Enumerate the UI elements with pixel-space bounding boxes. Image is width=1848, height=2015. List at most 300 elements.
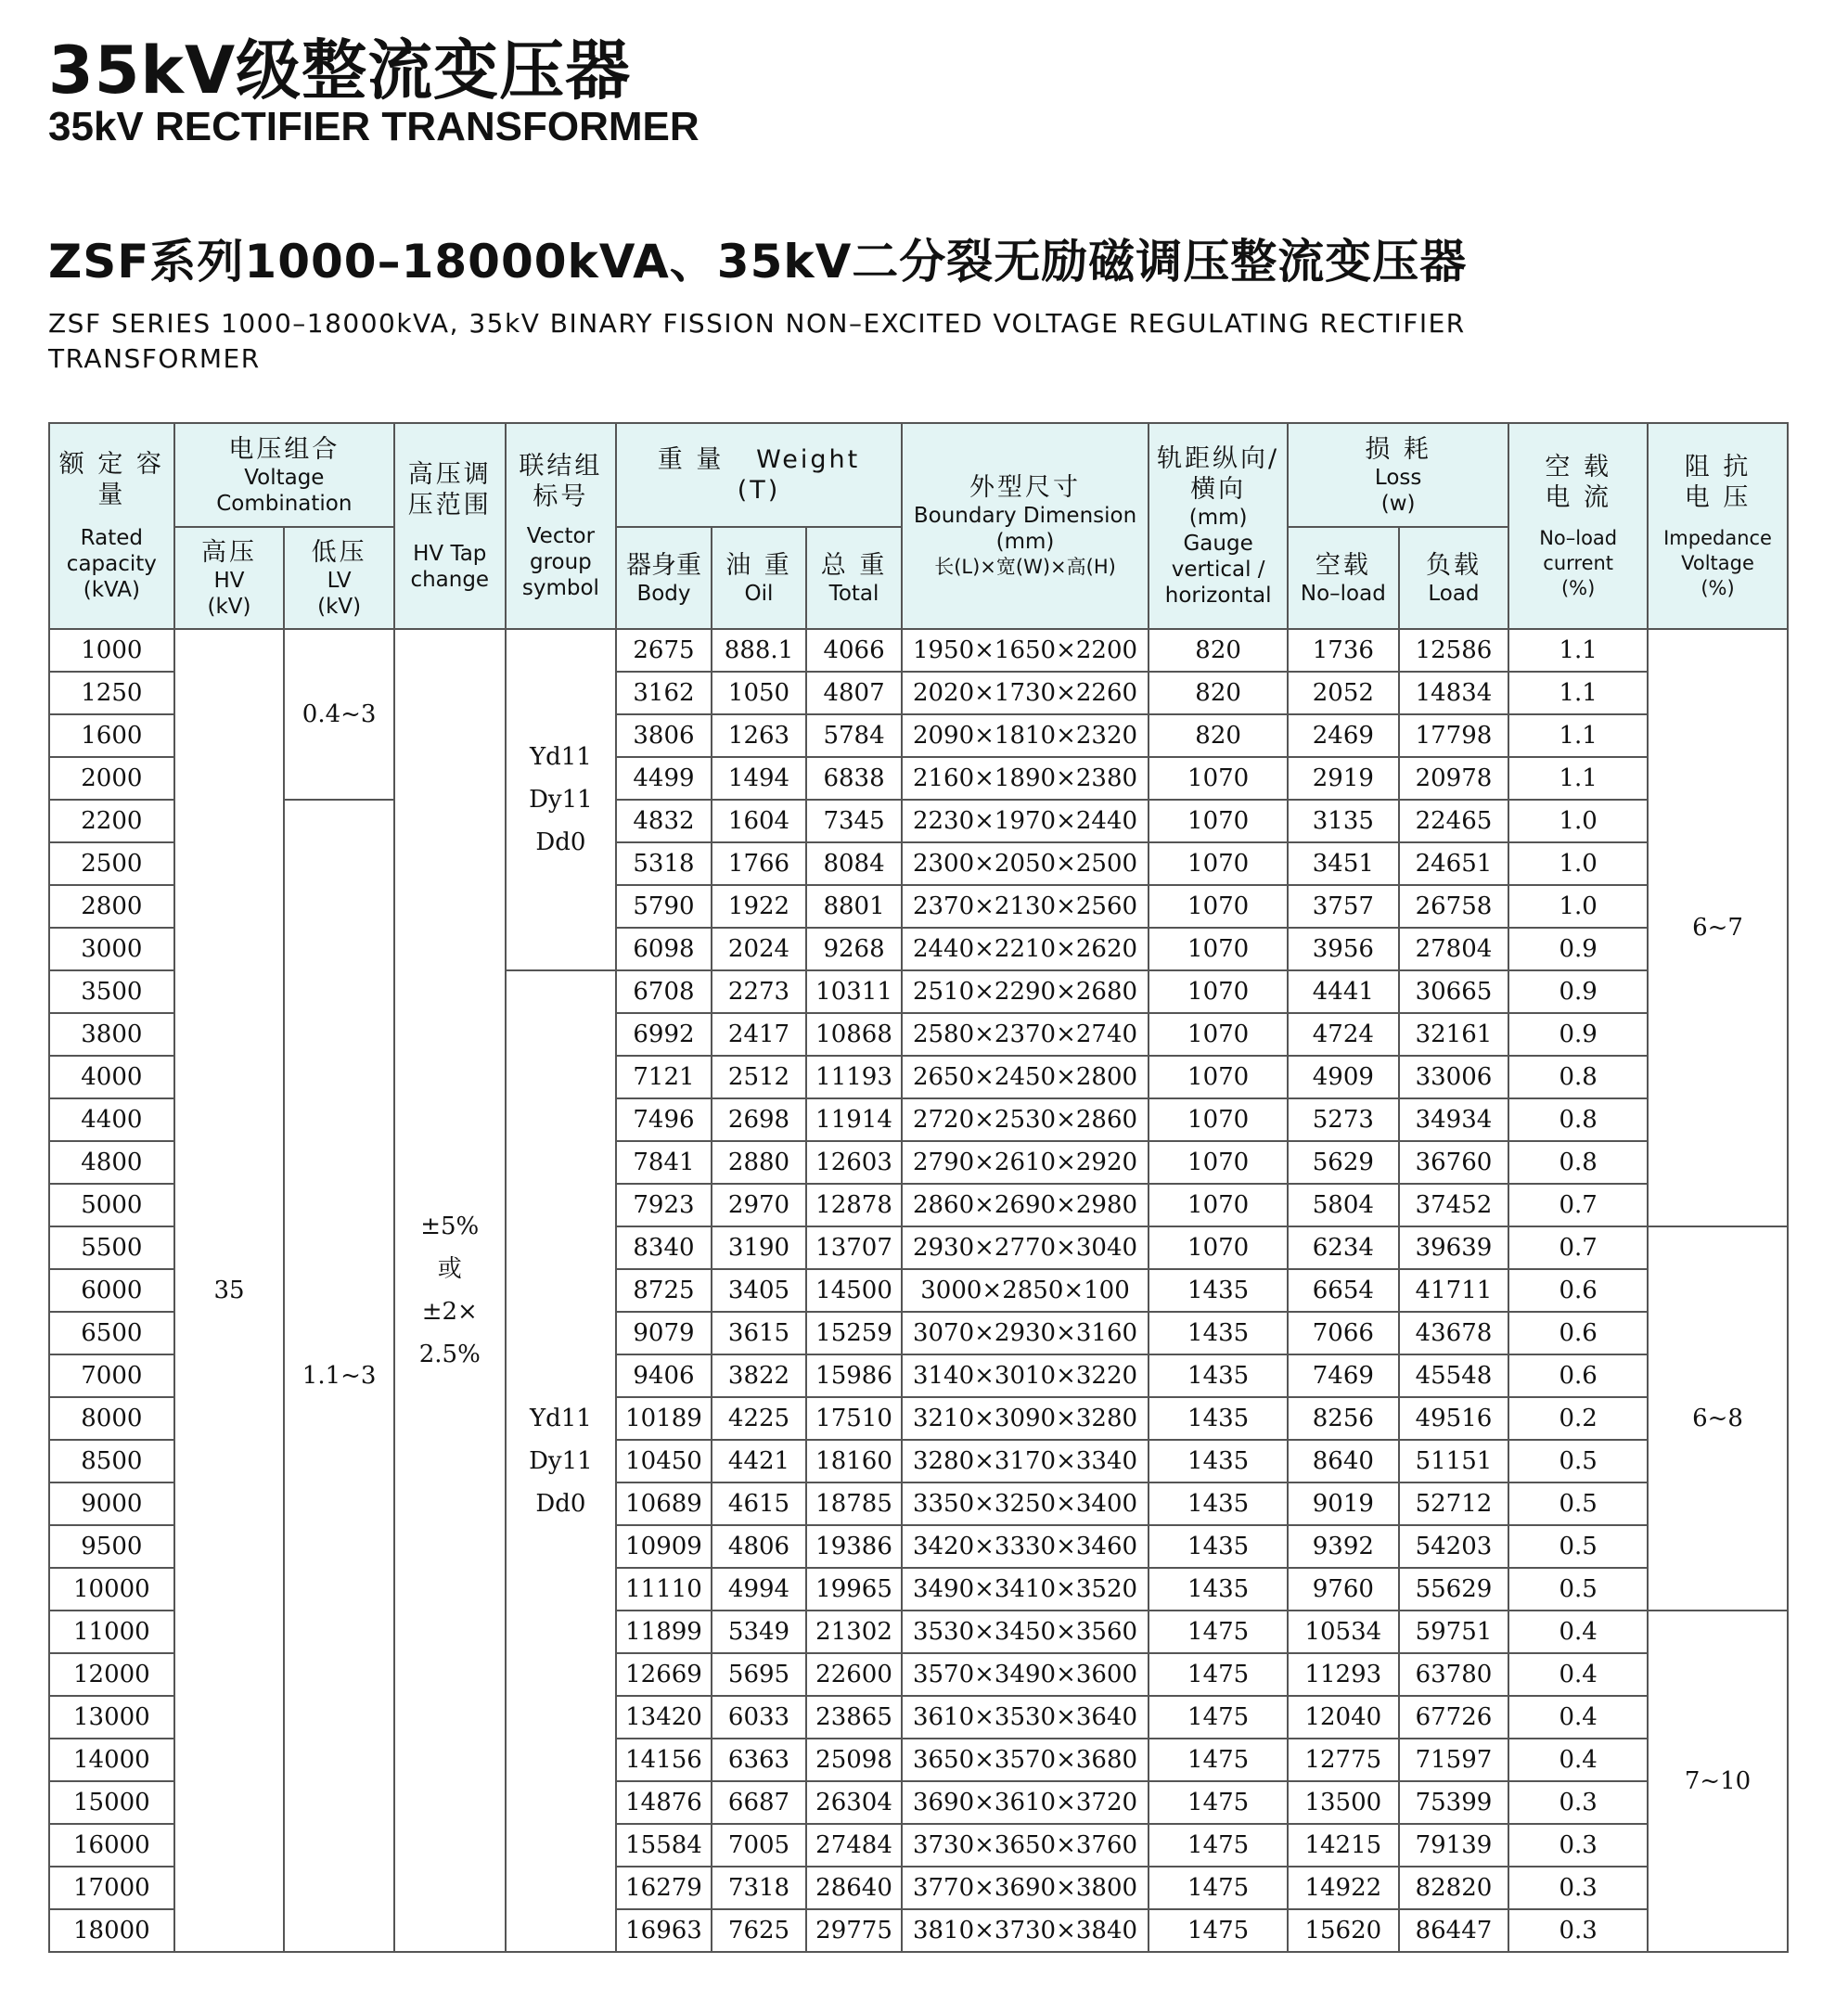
noload-current-cell: 0.7 — [1508, 1226, 1648, 1269]
header-weight-cn: 重 量 — [657, 445, 725, 474]
rated-capacity-cell: 1250 — [49, 672, 174, 714]
load-loss-cell: 12586 — [1399, 629, 1509, 672]
oil-weight-cell: 1494 — [712, 757, 807, 800]
gauge-cell: 1070 — [1149, 1141, 1288, 1184]
rated-capacity-cell: 9500 — [49, 1525, 174, 1568]
noload-loss-cell: 11293 — [1288, 1653, 1399, 1696]
gauge-cell: 1070 — [1149, 1184, 1288, 1226]
oil-weight-cell: 2698 — [712, 1098, 807, 1141]
header-gauge — [1149, 423, 1288, 629]
rated-capacity-cell: 5500 — [49, 1226, 174, 1269]
rated-capacity-cell: 3500 — [49, 970, 174, 1013]
oil-weight-cell: 6033 — [712, 1696, 807, 1739]
body-weight-cell: 5790 — [616, 885, 712, 928]
oil-weight-cell: 4421 — [712, 1440, 807, 1482]
noload-current-cell: 1.1 — [1508, 672, 1648, 714]
header-weight-unit: (T) — [737, 476, 781, 505]
noload-loss-cell: 3956 — [1288, 928, 1399, 970]
rated-capacity-cell: 6000 — [49, 1269, 174, 1312]
body-weight-cell: 6708 — [616, 970, 712, 1013]
dimension-cell: 2020×1730×2260 — [902, 672, 1149, 714]
load-loss-cell: 54203 — [1399, 1525, 1509, 1568]
gauge-cell: 1070 — [1149, 1056, 1288, 1098]
noload-current-cell: 0.9 — [1508, 1013, 1648, 1056]
gauge-cell: 1475 — [1149, 1909, 1288, 1952]
load-loss-cell: 45548 — [1399, 1354, 1509, 1397]
rated-capacity-cell: 4800 — [49, 1141, 174, 1184]
rated-capacity-cell: 1000 — [49, 629, 174, 672]
body-weight-cell: 16279 — [616, 1867, 712, 1909]
oil-weight-cell: 1604 — [712, 800, 807, 842]
load-loss-cell: 51151 — [1399, 1440, 1509, 1482]
total-weight-cell: 25098 — [806, 1739, 902, 1781]
header-noload-loss-cn: 空载 — [1315, 550, 1371, 580]
body-weight-cell: 7923 — [616, 1184, 712, 1226]
load-loss-cell: 71597 — [1399, 1739, 1509, 1781]
page-title: 35kV级整流变压器 — [48, 32, 632, 109]
header-impedance-cn: 阻 抗 电 压 — [1684, 452, 1752, 512]
header-load-loss-cn: 负载 — [1425, 550, 1482, 580]
oil-weight-cell: 3615 — [712, 1312, 807, 1354]
header-gauge-en: Gauge vertical / horizontal — [1164, 532, 1272, 608]
rated-capacity-cell: 3800 — [49, 1013, 174, 1056]
body-weight-cell: 7496 — [616, 1098, 712, 1141]
rated-capacity-cell: 13000 — [49, 1696, 174, 1739]
oil-weight-cell: 2970 — [712, 1184, 807, 1226]
noload-current-cell: 1.0 — [1508, 842, 1648, 885]
oil-weight-cell: 7318 — [712, 1867, 807, 1909]
header-body — [616, 527, 712, 629]
header-impedance — [1648, 423, 1788, 629]
load-loss-cell: 32161 — [1399, 1013, 1509, 1056]
noload-loss-cell: 14922 — [1288, 1867, 1399, 1909]
header-tap-en: HV Tap change — [410, 542, 490, 592]
noload-loss-cell: 12775 — [1288, 1739, 1399, 1781]
load-loss-cell: 22465 — [1399, 800, 1509, 842]
impedance-cell: 6~7 — [1648, 629, 1788, 1226]
dimension-cell: 2300×2050×2500 — [902, 842, 1149, 885]
header-hv-unit: (kV) — [207, 594, 251, 619]
oil-weight-cell: 5695 — [712, 1653, 807, 1696]
tap-cell-line: 或 — [437, 1255, 462, 1283]
body-weight-cell: 7841 — [616, 1141, 712, 1184]
header-dimension-en: Boundary Dimension (mm) — [913, 504, 1137, 554]
vector-cell — [506, 970, 617, 1952]
noload-current-cell: 0.9 — [1508, 970, 1648, 1013]
header-body-en: Body — [636, 581, 691, 606]
header-noload-loss-en: No–load — [1300, 581, 1386, 606]
header-dimension — [902, 423, 1149, 629]
header-vector-en: Vector group symbol — [521, 524, 599, 600]
noload-current-cell: 0.4 — [1508, 1653, 1648, 1696]
oil-weight-cell: 3405 — [712, 1269, 807, 1312]
header-impedance-unit: (%) — [1700, 576, 1735, 599]
body-weight-cell: 10909 — [616, 1525, 712, 1568]
total-weight-cell: 9268 — [806, 928, 902, 970]
rated-capacity-cell: 14000 — [49, 1739, 174, 1781]
gauge-cell: 1070 — [1149, 1013, 1288, 1056]
total-weight-cell: 8084 — [806, 842, 902, 885]
dimension-cell: 2370×2130×2560 — [902, 885, 1149, 928]
load-loss-cell: 37452 — [1399, 1184, 1509, 1226]
noload-current-cell: 0.6 — [1508, 1312, 1648, 1354]
noload-current-cell: 0.8 — [1508, 1098, 1648, 1141]
dimension-cell: 3420×3330×3460 — [902, 1525, 1149, 1568]
dimension-cell: 2230×1970×2440 — [902, 800, 1149, 842]
total-weight-cell: 18160 — [806, 1440, 902, 1482]
gauge-cell: 1475 — [1149, 1611, 1288, 1653]
dimension-cell: 2650×2450×2800 — [902, 1056, 1149, 1098]
oil-weight-cell: 1263 — [712, 714, 807, 757]
body-weight-cell: 14876 — [616, 1781, 712, 1824]
total-weight-cell: 19386 — [806, 1525, 902, 1568]
dimension-cell: 3770×3690×3800 — [902, 1867, 1149, 1909]
noload-current-cell: 0.3 — [1508, 1781, 1648, 1824]
body-weight-cell: 11110 — [616, 1568, 712, 1611]
header-body-cn: 器身重 — [625, 550, 701, 580]
dimension-cell: 3280×3170×3340 — [902, 1440, 1149, 1482]
total-weight-cell: 10311 — [806, 970, 902, 1013]
gauge-cell: 820 — [1149, 629, 1288, 672]
rated-capacity-cell: 3000 — [49, 928, 174, 970]
noload-current-cell: 0.7 — [1508, 1184, 1648, 1226]
body-weight-cell: 10189 — [616, 1397, 712, 1440]
gauge-cell: 1435 — [1149, 1440, 1288, 1482]
hv-cell: 35 — [174, 629, 285, 1952]
header-voltage-cn: 电压组合 — [228, 434, 340, 464]
dimension-cell: 2930×2770×3040 — [902, 1226, 1149, 1269]
gauge-cell: 1475 — [1149, 1696, 1288, 1739]
gauge-cell: 1435 — [1149, 1482, 1288, 1525]
oil-weight-cell: 1922 — [712, 885, 807, 928]
noload-loss-cell: 5804 — [1288, 1184, 1399, 1226]
header-oil — [712, 527, 807, 629]
gauge-cell: 1475 — [1149, 1653, 1288, 1696]
gauge-cell: 1435 — [1149, 1312, 1288, 1354]
gauge-cell: 1475 — [1149, 1867, 1288, 1909]
dimension-cell: 2090×1810×2320 — [902, 714, 1149, 757]
gauge-cell: 1070 — [1149, 970, 1288, 1013]
load-loss-cell: 82820 — [1399, 1867, 1509, 1909]
vector-cell-line: Dy11 — [529, 1447, 593, 1475]
dimension-cell: 3810×3730×3840 — [902, 1909, 1149, 1952]
body-weight-cell: 4499 — [616, 757, 712, 800]
total-weight-cell: 28640 — [806, 1867, 902, 1909]
load-loss-cell: 24651 — [1399, 842, 1509, 885]
oil-weight-cell: 4806 — [712, 1525, 807, 1568]
oil-weight-cell: 7005 — [712, 1824, 807, 1867]
header-noload-current — [1508, 423, 1648, 629]
header-tap-cn: 高压调压范围 — [407, 460, 492, 520]
vector-cell-line: Yd11 — [529, 1405, 592, 1432]
dimension-cell: 3490×3410×3520 — [902, 1568, 1149, 1611]
total-weight-cell: 17510 — [806, 1397, 902, 1440]
noload-current-cell: 0.4 — [1508, 1611, 1648, 1653]
total-weight-cell: 11193 — [806, 1056, 902, 1098]
dimension-cell: 3610×3530×3640 — [902, 1696, 1149, 1739]
dimension-cell: 2860×2690×2980 — [902, 1184, 1149, 1226]
noload-current-cell: 0.4 — [1508, 1739, 1648, 1781]
oil-weight-cell: 888.1 — [712, 629, 807, 672]
body-weight-cell: 15584 — [616, 1824, 712, 1867]
body-weight-cell: 10450 — [616, 1440, 712, 1482]
load-loss-cell: 17798 — [1399, 714, 1509, 757]
header-loss-en: Loss — [1374, 465, 1422, 490]
total-weight-cell: 19965 — [806, 1568, 902, 1611]
load-loss-cell: 27804 — [1399, 928, 1509, 970]
body-weight-cell: 16963 — [616, 1909, 712, 1952]
header-dimension-cn: 外型尺寸 — [969, 473, 1082, 502]
noload-loss-cell: 4441 — [1288, 970, 1399, 1013]
spec-table — [48, 422, 1789, 1953]
noload-loss-cell: 9760 — [1288, 1568, 1399, 1611]
rated-capacity-cell: 4400 — [49, 1098, 174, 1141]
total-weight-cell: 4807 — [806, 672, 902, 714]
header-noload-loss — [1288, 527, 1399, 629]
section-title-english: ZSF SERIES 1000–18000kVA, 35kV BINARY FISSION NON–EXCITED VOLTAGE REGULATING RECTIFIER TRANSFORMER — [48, 308, 1466, 374]
header-oil-en: Oil — [744, 581, 774, 606]
header-rated-capacity-en: Rated capacity (kVA) — [66, 526, 157, 602]
header-noload-current-en: No–load current — [1539, 526, 1618, 574]
total-weight-cell: 27484 — [806, 1824, 902, 1867]
header-load-loss — [1399, 527, 1509, 629]
body-weight-cell: 6992 — [616, 1013, 712, 1056]
header-weight-title — [617, 444, 901, 475]
gauge-cell: 820 — [1149, 672, 1288, 714]
noload-loss-cell: 8256 — [1288, 1397, 1399, 1440]
gauge-cell: 1070 — [1149, 800, 1288, 842]
load-loss-cell: 86447 — [1399, 1909, 1509, 1952]
noload-current-cell: 0.9 — [1508, 928, 1648, 970]
noload-current-cell: 0.8 — [1508, 1141, 1648, 1184]
vector-cell-line: Yd11 — [529, 743, 592, 771]
total-weight-cell: 12603 — [806, 1141, 902, 1184]
load-loss-cell: 34934 — [1399, 1098, 1509, 1141]
rated-capacity-cell: 2000 — [49, 757, 174, 800]
oil-weight-cell: 4994 — [712, 1568, 807, 1611]
noload-loss-cell: 5629 — [1288, 1141, 1399, 1184]
header-total — [806, 527, 902, 629]
noload-loss-cell: 14215 — [1288, 1824, 1399, 1867]
noload-current-cell: 0.5 — [1508, 1525, 1648, 1568]
total-weight-cell: 21302 — [806, 1611, 902, 1653]
table-row — [49, 629, 1788, 672]
load-loss-cell: 79139 — [1399, 1824, 1509, 1867]
header-load-loss-en: Load — [1428, 581, 1480, 606]
dimension-cell: 3730×3650×3760 — [902, 1824, 1149, 1867]
noload-current-cell: 1.0 — [1508, 885, 1648, 928]
noload-current-cell: 0.2 — [1508, 1397, 1648, 1440]
dimension-cell: 2440×2210×2620 — [902, 928, 1149, 970]
total-weight-cell: 23865 — [806, 1696, 902, 1739]
noload-loss-cell: 9019 — [1288, 1482, 1399, 1525]
tap-cell-line: ±2× — [421, 1298, 478, 1326]
dimension-cell: 3000×2850×100 — [902, 1269, 1149, 1312]
body-weight-cell: 7121 — [616, 1056, 712, 1098]
oil-weight-cell: 2512 — [712, 1056, 807, 1098]
noload-current-cell: 0.3 — [1508, 1824, 1648, 1867]
gauge-cell: 1070 — [1149, 1226, 1288, 1269]
noload-current-cell: 0.6 — [1508, 1354, 1648, 1397]
rated-capacity-cell: 18000 — [49, 1909, 174, 1952]
tap-cell — [394, 629, 506, 1952]
total-weight-cell: 26304 — [806, 1781, 902, 1824]
header-hv-cn: 高压 — [201, 537, 258, 567]
page-title-english: 35kV RECTIFIER TRANSFORMER — [48, 104, 699, 149]
noload-loss-cell: 9392 — [1288, 1525, 1399, 1568]
dimension-cell: 2720×2530×2860 — [902, 1098, 1149, 1141]
gauge-cell: 1070 — [1149, 1098, 1288, 1141]
lv-cell: 0.4~3 — [284, 629, 394, 800]
load-loss-cell: 75399 — [1399, 1781, 1509, 1824]
load-loss-cell: 67726 — [1399, 1696, 1509, 1739]
oil-weight-cell: 7625 — [712, 1909, 807, 1952]
body-weight-cell: 8725 — [616, 1269, 712, 1312]
noload-current-cell: 0.8 — [1508, 1056, 1648, 1098]
dimension-cell: 3570×3490×3600 — [902, 1653, 1149, 1696]
oil-weight-cell: 4225 — [712, 1397, 807, 1440]
rated-capacity-cell: 11000 — [49, 1611, 174, 1653]
gauge-cell: 1070 — [1149, 928, 1288, 970]
noload-loss-cell: 7469 — [1288, 1354, 1399, 1397]
noload-loss-cell: 6234 — [1288, 1226, 1399, 1269]
body-weight-cell: 3162 — [616, 672, 712, 714]
header-rated-capacity-cn: 额 定 容 量 — [58, 450, 164, 509]
gauge-cell: 1070 — [1149, 757, 1288, 800]
load-loss-cell: 43678 — [1399, 1312, 1509, 1354]
total-weight-cell: 10868 — [806, 1013, 902, 1056]
dimension-cell: 2510×2290×2680 — [902, 970, 1149, 1013]
dimension-cell: 2790×2610×2920 — [902, 1141, 1149, 1184]
body-weight-cell: 11899 — [616, 1611, 712, 1653]
rated-capacity-cell: 2800 — [49, 885, 174, 928]
table-body — [49, 629, 1788, 1952]
gauge-cell: 1435 — [1149, 1397, 1288, 1440]
gauge-cell: 1435 — [1149, 1568, 1288, 1611]
load-loss-cell: 26758 — [1399, 885, 1509, 928]
total-weight-cell: 15259 — [806, 1312, 902, 1354]
body-weight-cell: 5318 — [616, 842, 712, 885]
rated-capacity-cell: 10000 — [49, 1568, 174, 1611]
table-row — [49, 800, 1788, 842]
noload-loss-cell: 12040 — [1288, 1696, 1399, 1739]
noload-loss-cell: 6654 — [1288, 1269, 1399, 1312]
total-weight-cell: 6838 — [806, 757, 902, 800]
noload-loss-cell: 2052 — [1288, 672, 1399, 714]
header-tap — [394, 423, 506, 629]
vector-cell — [506, 629, 617, 970]
oil-weight-cell: 1766 — [712, 842, 807, 885]
noload-current-cell: 0.5 — [1508, 1440, 1648, 1482]
header-rated-capacity — [49, 423, 174, 629]
header-noload-current-cn: 空 载 电 流 — [1545, 452, 1611, 512]
gauge-cell: 820 — [1149, 714, 1288, 757]
noload-current-cell: 0.5 — [1508, 1482, 1648, 1525]
load-loss-cell: 20978 — [1399, 757, 1509, 800]
total-weight-cell: 15986 — [806, 1354, 902, 1397]
rated-capacity-cell: 17000 — [49, 1867, 174, 1909]
oil-weight-cell: 3190 — [712, 1226, 807, 1269]
gauge-cell: 1435 — [1149, 1525, 1288, 1568]
tap-cell-line: ±5% — [420, 1213, 480, 1240]
dimension-cell: 3690×3610×3720 — [902, 1781, 1149, 1824]
header-lv — [284, 527, 394, 629]
tap-cell-line: 2.5% — [418, 1341, 481, 1368]
rated-capacity-cell: 8000 — [49, 1397, 174, 1440]
body-weight-cell: 3806 — [616, 714, 712, 757]
dimension-cell: 2160×1890×2380 — [902, 757, 1149, 800]
header-voltage — [174, 423, 394, 527]
rated-capacity-cell: 9000 — [49, 1482, 174, 1525]
dimension-cell: 3140×3010×3220 — [902, 1354, 1149, 1397]
noload-current-cell: 1.1 — [1508, 757, 1648, 800]
total-weight-cell: 13707 — [806, 1226, 902, 1269]
noload-loss-cell: 3135 — [1288, 800, 1399, 842]
header-loss — [1288, 423, 1508, 527]
oil-weight-cell: 6363 — [712, 1739, 807, 1781]
oil-weight-cell: 2273 — [712, 970, 807, 1013]
load-loss-cell: 14834 — [1399, 672, 1509, 714]
total-weight-cell: 4066 — [806, 629, 902, 672]
rated-capacity-cell: 16000 — [49, 1824, 174, 1867]
header-dimension-formula: 长(L)×宽(W)×高(H) — [934, 556, 1116, 578]
load-loss-cell: 36760 — [1399, 1141, 1509, 1184]
load-loss-cell: 52712 — [1399, 1482, 1509, 1525]
load-loss-cell: 59751 — [1399, 1611, 1509, 1653]
header-lv-cn: 低压 — [311, 537, 367, 567]
noload-loss-cell: 3757 — [1288, 885, 1399, 928]
noload-current-cell: 0.3 — [1508, 1867, 1648, 1909]
noload-loss-cell: 8640 — [1288, 1440, 1399, 1482]
header-hv-en: HV — [213, 568, 245, 593]
header-gauge-cn: 轨距纵向/横向 — [1157, 444, 1280, 504]
gauge-cell: 1435 — [1149, 1269, 1288, 1312]
oil-weight-cell: 6687 — [712, 1781, 807, 1824]
section-title: ZSF系列1000–18000kVA、35kV二分裂无励磁调压整流变压器 — [48, 235, 1468, 289]
gauge-cell: 1070 — [1149, 885, 1288, 928]
noload-loss-cell: 2469 — [1288, 714, 1399, 757]
noload-loss-cell: 13500 — [1288, 1781, 1399, 1824]
total-weight-cell: 11914 — [806, 1098, 902, 1141]
oil-weight-cell: 2880 — [712, 1141, 807, 1184]
body-weight-cell: 8340 — [616, 1226, 712, 1269]
header-vector — [506, 423, 617, 629]
noload-current-cell: 1.1 — [1508, 629, 1648, 672]
header-weight — [616, 423, 902, 527]
rated-capacity-cell: 2200 — [49, 800, 174, 842]
total-weight-cell: 5784 — [806, 714, 902, 757]
noload-current-cell: 0.4 — [1508, 1696, 1648, 1739]
load-loss-cell: 33006 — [1399, 1056, 1509, 1098]
rated-capacity-cell: 2500 — [49, 842, 174, 885]
body-weight-cell: 12669 — [616, 1653, 712, 1696]
noload-current-cell: 0.3 — [1508, 1909, 1648, 1952]
load-loss-cell: 39639 — [1399, 1226, 1509, 1269]
total-weight-cell: 22600 — [806, 1653, 902, 1696]
header-loss-unit: (w) — [1380, 491, 1416, 516]
load-loss-cell: 41711 — [1399, 1269, 1509, 1312]
total-weight-cell: 12878 — [806, 1184, 902, 1226]
header-weight-en: Weight — [756, 445, 861, 474]
header-gauge-unit: (mm) — [1188, 506, 1248, 530]
oil-weight-cell: 2417 — [712, 1013, 807, 1056]
oil-weight-cell: 3822 — [712, 1354, 807, 1397]
noload-loss-cell: 1736 — [1288, 629, 1399, 672]
load-loss-cell: 63780 — [1399, 1653, 1509, 1696]
rated-capacity-cell: 7000 — [49, 1354, 174, 1397]
impedance-cell: 6~8 — [1648, 1226, 1788, 1611]
header-total-en: Total — [828, 581, 879, 606]
